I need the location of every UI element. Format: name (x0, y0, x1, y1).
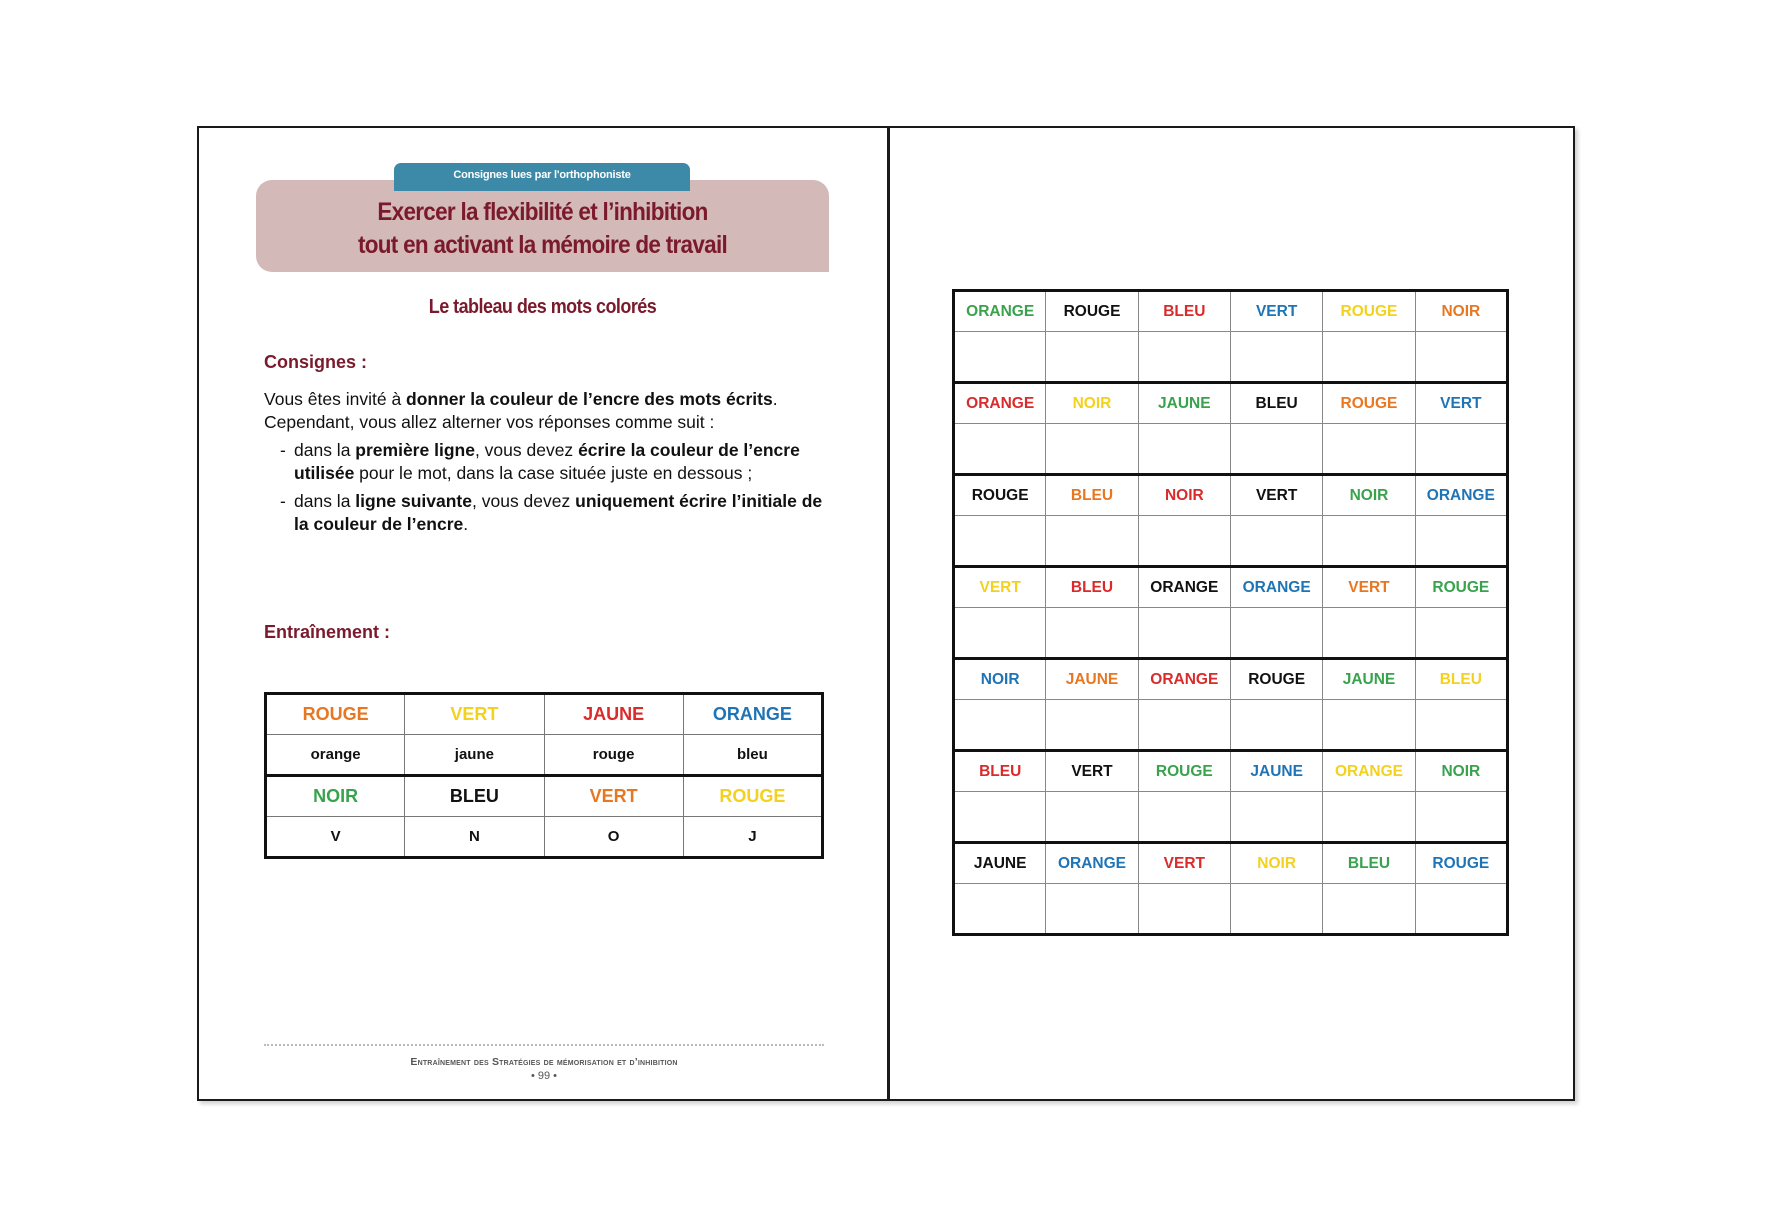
answer-cell: bleu (683, 735, 822, 776)
page-divider (887, 128, 890, 1099)
colored-word-cell: ROUGE (1046, 291, 1138, 332)
footer-title: Entraînement des Stratégies de mémorisation et d’inhibition (410, 1056, 678, 1068)
answer-blank-cell[interactable] (1323, 792, 1415, 843)
emphasis-text: première ligne (355, 440, 475, 460)
colored-word-cell: ORANGE (954, 291, 1046, 332)
answer-blank-cell[interactable] (1415, 700, 1507, 751)
colored-word-cell: BLEU (1323, 843, 1415, 884)
colored-word-cell: JAUNE (1046, 659, 1138, 700)
body-text: Vous êtes invité à (264, 389, 407, 409)
answer-blank-cell[interactable] (1138, 516, 1230, 567)
answer-blank-cell[interactable] (1138, 608, 1230, 659)
training-label: Entraînement : (264, 622, 391, 642)
colored-word-cell: ROUGE (1230, 659, 1322, 700)
answer-blank-cell[interactable] (1323, 516, 1415, 567)
page-title-line2: tout en activant la mémoire de travail (357, 231, 728, 259)
colored-word-cell: ORANGE (683, 694, 822, 735)
colored-word-cell: VERT (1230, 475, 1322, 516)
grid-answer-row (954, 792, 1508, 843)
answer-blank-cell[interactable] (1046, 424, 1138, 475)
answer-blank-cell[interactable] (1323, 424, 1415, 475)
grid-word-row (954, 567, 1508, 608)
answer-blank-cell[interactable] (954, 332, 1046, 383)
instructions-body (264, 388, 834, 541)
emphasis-text: uniquement écrire l’initiale de la couleur de l’encre (294, 491, 823, 534)
answer-cell: O (544, 817, 683, 858)
emphasis-text: ligne suivante (355, 491, 472, 511)
training-word-row (266, 776, 823, 817)
instruction-item (264, 439, 834, 484)
colored-word-cell: JAUNE (954, 843, 1046, 884)
colored-word-cell: ROUGE (1415, 567, 1507, 608)
answer-blank-cell[interactable] (1415, 424, 1507, 475)
training-answer-row (266, 817, 823, 858)
colored-word-cell: JAUNE (1230, 751, 1322, 792)
answer-blank-cell[interactable] (954, 424, 1046, 475)
answer-cell: J (683, 817, 822, 858)
colored-word-cell: BLEU (1046, 567, 1138, 608)
instructions-tab: Consignes lues par l'orthophoniste (394, 163, 690, 191)
answer-blank-cell[interactable] (1415, 516, 1507, 567)
book-spread (197, 126, 1575, 1101)
answer-blank-cell[interactable] (1138, 700, 1230, 751)
training-word-row (266, 694, 823, 735)
colored-word-cell: JAUNE (1323, 659, 1415, 700)
page-title (285, 196, 801, 262)
colored-word-cell: ROUGE (1415, 843, 1507, 884)
colored-word-cell: JAUNE (544, 694, 683, 735)
colored-word-cell: NOIR (1230, 843, 1322, 884)
colored-word-cell: NOIR (266, 776, 405, 817)
colored-word-cell: ORANGE (1230, 567, 1322, 608)
grid-word-row (954, 383, 1508, 424)
grid-answer-row (954, 700, 1508, 751)
footer-divider (264, 1044, 824, 1046)
colored-word-cell: ROUGE (683, 776, 822, 817)
training-table (264, 692, 824, 859)
grid-answer-row (954, 332, 1508, 383)
emphasis-text: donner la couleur de l’encre des mots écrits (406, 389, 773, 409)
page-number: • 99 • (530, 1070, 558, 1082)
colored-word-cell: VERT (1230, 291, 1322, 332)
colored-word-cell: VERT (1415, 383, 1507, 424)
colored-word-cell: BLEU (1415, 659, 1507, 700)
grid-answer-row (954, 424, 1508, 475)
body-text: dans la (294, 491, 356, 511)
answer-blank-cell[interactable] (1046, 884, 1138, 935)
answer-blank-cell[interactable] (954, 700, 1046, 751)
body-text: . Cependant, vous allez alterner vos réponses comme suit : (264, 389, 778, 432)
colored-word-cell: NOIR (1138, 475, 1230, 516)
answer-blank-cell[interactable] (1415, 884, 1507, 935)
dash-bullet: - (280, 491, 286, 511)
instruction-item (264, 490, 834, 535)
answer-blank-cell[interactable] (954, 608, 1046, 659)
colored-word-cell: VERT (405, 694, 544, 735)
answer-blank-cell[interactable] (1415, 608, 1507, 659)
body-text: . (463, 513, 469, 534)
answer-blank-cell[interactable] (1230, 792, 1322, 843)
answer-blank-cell[interactable] (1046, 516, 1138, 567)
grid-word-row (954, 843, 1508, 884)
colored-word-cell: NOIR (954, 659, 1046, 700)
answer-blank-cell[interactable] (1138, 424, 1230, 475)
colored-word-cell: ROUGE (954, 475, 1046, 516)
colored-word-cell: NOIR (1415, 291, 1507, 332)
colored-word-cell: VERT (954, 567, 1046, 608)
answer-blank-cell[interactable] (1230, 332, 1322, 383)
answer-blank-cell[interactable] (1323, 700, 1415, 751)
answer-blank-cell[interactable] (1046, 792, 1138, 843)
answer-blank-cell[interactable] (1323, 332, 1415, 383)
answer-cell: V (266, 817, 405, 858)
colored-word-cell: VERT (544, 776, 683, 817)
colored-word-cell: BLEU (954, 751, 1046, 792)
colored-word-cell: ORANGE (1046, 843, 1138, 884)
body-text: pour le mot, dans la case située juste en dessous ; (354, 462, 753, 483)
answer-cell: orange (266, 735, 405, 776)
grid-answer-row (954, 884, 1508, 935)
answer-blank-cell[interactable] (1415, 332, 1507, 383)
colored-word-cell: BLEU (1138, 291, 1230, 332)
colored-word-cell: ORANGE (1138, 659, 1230, 700)
answer-blank-cell[interactable] (954, 884, 1046, 935)
answer-blank-cell[interactable] (954, 516, 1046, 567)
colored-word-cell: NOIR (1415, 751, 1507, 792)
colored-word-cell: ORANGE (1415, 475, 1507, 516)
answer-blank-cell[interactable] (1323, 884, 1415, 935)
title-banner (256, 180, 829, 272)
grid-answer-row (954, 516, 1508, 567)
answer-blank-cell[interactable] (1230, 516, 1322, 567)
consignes-label: Consignes : (264, 352, 368, 372)
answer-blank-cell[interactable] (1046, 608, 1138, 659)
answer-blank-cell[interactable] (1046, 700, 1138, 751)
colored-word-cell: JAUNE (1138, 383, 1230, 424)
colored-word-cell: ROUGE (266, 694, 405, 735)
colored-words-grid (952, 289, 1509, 936)
dash-bullet: - (280, 440, 286, 460)
answer-blank-cell[interactable] (1046, 332, 1138, 383)
answer-blank-cell[interactable] (1138, 884, 1230, 935)
grid-answer-row (954, 608, 1508, 659)
body-text: dans la (294, 440, 356, 460)
colored-word-cell: VERT (1323, 567, 1415, 608)
colored-word-cell: BLEU (1046, 475, 1138, 516)
instructions-intro (264, 388, 834, 433)
answer-cell: rouge (544, 735, 683, 776)
answer-blank-cell[interactable] (1230, 608, 1322, 659)
emphasis-text: écrire la couleur de l’encre utilisée (294, 440, 800, 483)
exercise-subtitle: Le tableau des mots colorés (428, 296, 657, 318)
answer-blank-cell[interactable] (954, 792, 1046, 843)
answer-blank-cell[interactable] (1415, 792, 1507, 843)
grid-word-row (954, 291, 1508, 332)
body-text: , vous devez (472, 491, 576, 511)
colored-word-cell: ROUGE (1323, 383, 1415, 424)
colored-word-cell: BLEU (405, 776, 544, 817)
colored-word-cell: VERT (1138, 843, 1230, 884)
answer-blank-cell[interactable] (1230, 884, 1322, 935)
answer-cell: jaune (405, 735, 544, 776)
answer-cell: N (405, 817, 544, 858)
colored-word-cell: VERT (1046, 751, 1138, 792)
page-title-line1: Exercer la flexibilité et l’inhibition (377, 198, 708, 226)
training-answer-row (266, 735, 823, 776)
colored-word-cell: ROUGE (1138, 751, 1230, 792)
colored-word-cell: NOIR (1323, 475, 1415, 516)
grid-word-row (954, 659, 1508, 700)
colored-word-cell: ROUGE (1323, 291, 1415, 332)
grid-word-row (954, 751, 1508, 792)
instructions-list (264, 439, 834, 535)
colored-word-cell: NOIR (1046, 383, 1138, 424)
colored-word-cell: ORANGE (1323, 751, 1415, 792)
colored-word-cell: ORANGE (1138, 567, 1230, 608)
colored-word-cell: ORANGE (954, 383, 1046, 424)
answer-blank-cell[interactable] (1138, 332, 1230, 383)
answer-blank-cell[interactable] (1323, 608, 1415, 659)
answer-blank-cell[interactable] (1230, 700, 1322, 751)
answer-blank-cell[interactable] (1138, 792, 1230, 843)
grid-word-row (954, 475, 1508, 516)
colored-word-cell: BLEU (1230, 383, 1322, 424)
answer-blank-cell[interactable] (1230, 424, 1322, 475)
body-text: , vous devez (474, 440, 579, 460)
